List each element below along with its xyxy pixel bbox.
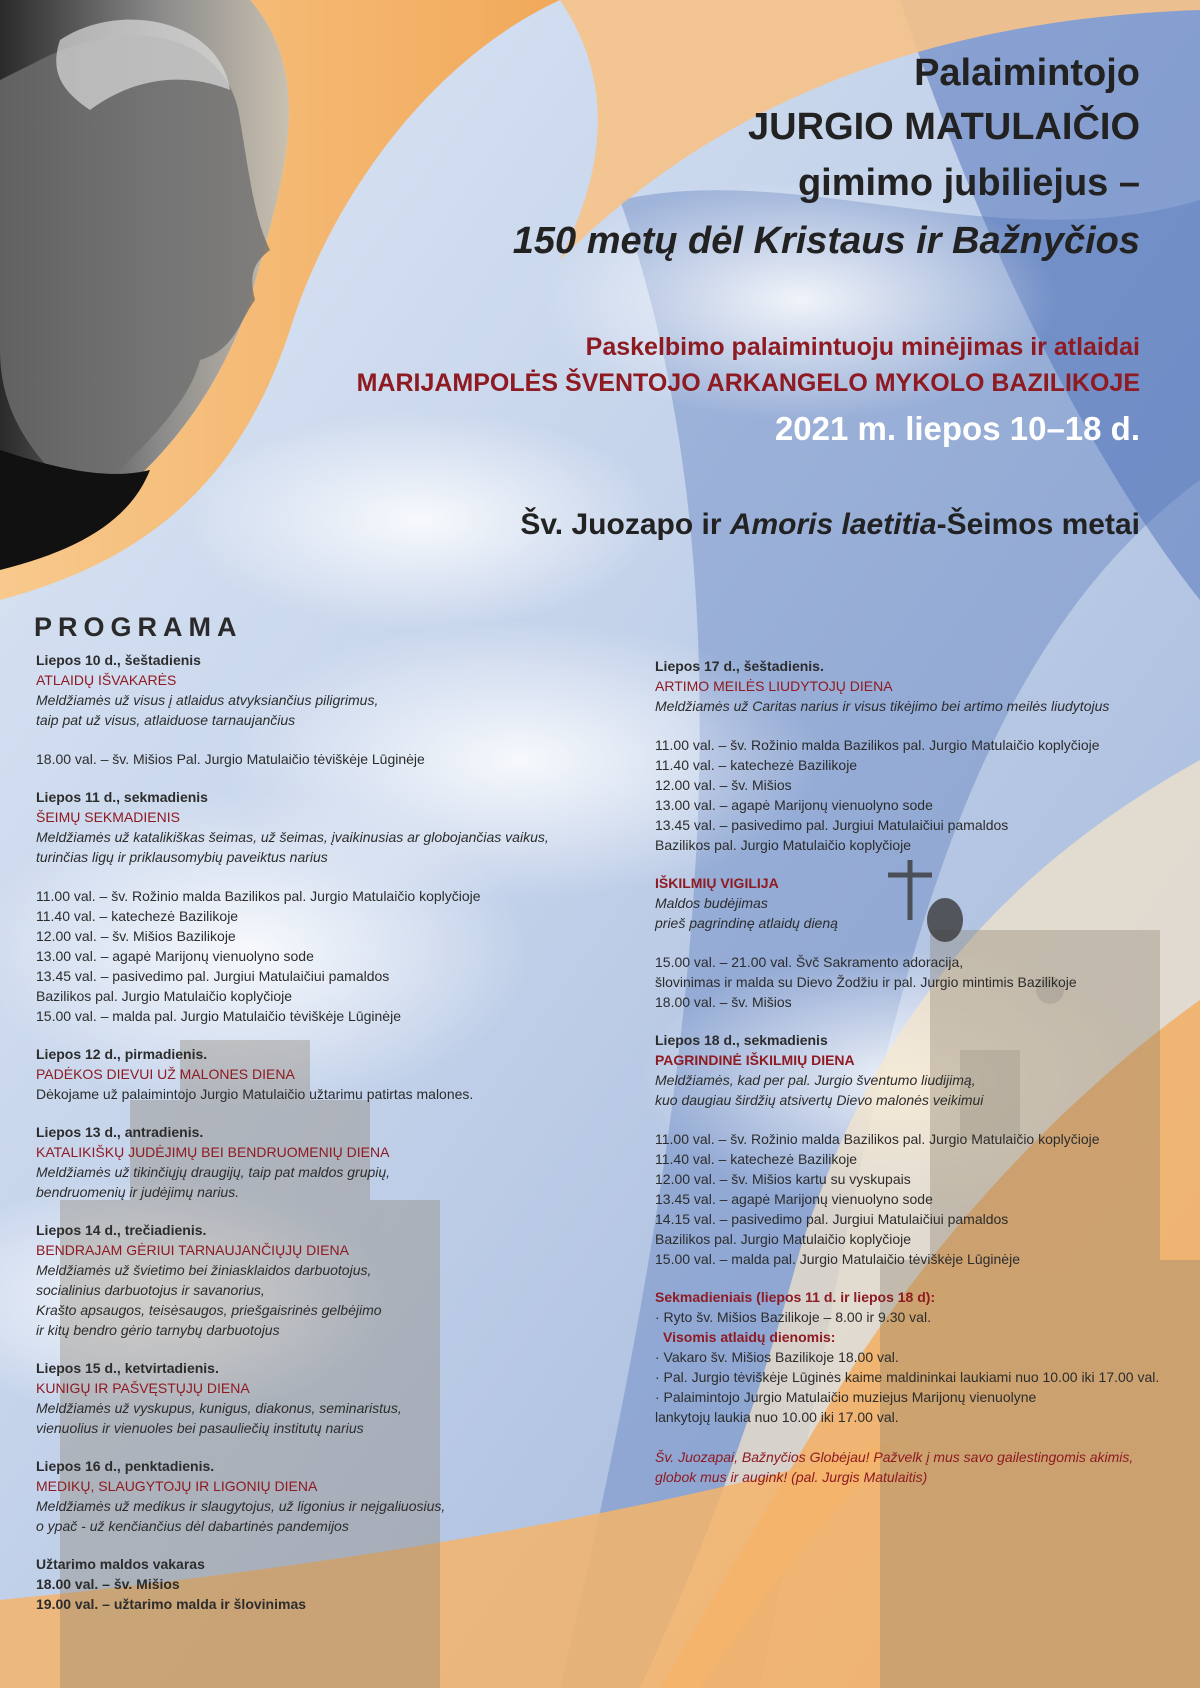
schedule-line: Bazilikos pal. Jurgio Matulaičio koplyčioje (655, 837, 912, 853)
day-intention: Dėkojame už palaimintojo Jurgio Matulaičio užtarimu patirtas malones. (36, 1086, 474, 1102)
day-schedule (655, 735, 1195, 855)
program-day (36, 650, 576, 769)
day-date: Liepos 18 d., sekmadienis (655, 1032, 828, 1048)
program-day (655, 656, 1195, 855)
schedule-line: 18.00 val. – šv. Mišios Pal. Jurgio Matulaičio tėviškėje Lūginėje (36, 751, 425, 767)
day-theme: MEDIKŲ, SLAUGYTOJŲ IR LIGONIŲ DIENA (36, 1478, 318, 1494)
alldays-line: · Palaimintojo Jurgio Matulaičio muziejus Marijonų vienuolyne (655, 1389, 1037, 1405)
day-intention: Meldžiamės, kad per pal. Jurgio šventumo liudijimą, (655, 1072, 976, 1088)
schedule-line: 19.00 val. – užtarimo malda ir šlovinimas (36, 1596, 307, 1612)
schedule-line: 12.00 val. – šv. Mišios (655, 777, 792, 793)
day-schedule (655, 952, 1195, 1012)
alldays-line: · Pal. Jurgio tėviškėje Lūginės kaime maldininkai laukiami nuo 10.00 iki 17.00 val. (655, 1369, 1160, 1385)
day-intention: bendruomenių ir judėjimų narius. (36, 1184, 240, 1200)
program-day (655, 873, 1195, 1012)
alldays-line: lankytojų laukia nuo 10.00 iki 17.00 val. (655, 1409, 899, 1425)
day-date: Liepos 15 d., ketvirtadienis. (36, 1360, 219, 1376)
schedule-line: 12.00 val. – šv. Mišios kartu su vyskupais (655, 1171, 911, 1187)
day-date: Liepos 13 d., antradienis. (36, 1124, 204, 1140)
alldays-heading: Visomis atlaidų dienomis: (663, 1329, 836, 1345)
program-day (36, 1220, 576, 1340)
prayer-line: Šv. Juozapai, Bažnyčios Globėjau! Pažvelk į mus savo gailestingomis akimis, (655, 1449, 1134, 1465)
program-day (36, 1456, 576, 1536)
day-date: Užtarimo maldos vakaras (36, 1556, 205, 1572)
day-intention: Meldžiamės už tikinčiųjų draugijų, taip pat maldos grupių, (36, 1164, 391, 1180)
day-date: Liepos 14 d., trečiadienis. (36, 1222, 207, 1238)
day-theme: ŠEIMŲ SEKMADIENIS (36, 809, 180, 825)
event-dates: 2021 m. liepos 10–18 d. (774, 410, 1140, 447)
day-intention: Meldžiamės už katalikiškas šeimas, už šeimas, įvaikinusias ar globojančias vaikus, (36, 829, 549, 845)
schedule-line: 11.40 val. – katechezė Bazilikoje (655, 1151, 858, 1167)
sundays-heading: Sekmadieniais (liepos 11 d. ir liepos 18 d): (655, 1289, 936, 1305)
schedule-line: Bazilikos pal. Jurgio Matulaičio koplyčioje (36, 988, 293, 1004)
schedule-line: 12.00 val. – šv. Mišios Bazilikoje (36, 928, 236, 944)
day-date: Liepos 16 d., penktadienis. (36, 1458, 215, 1474)
schedule-line: 13.45 val. – agapė Marijonų vienuolyno sode (655, 1191, 933, 1207)
program-day (36, 1554, 576, 1614)
title-line-1: Palaimintojo (914, 52, 1140, 94)
day-theme: ATLAIDŲ IŠVAKARĖS (36, 672, 177, 688)
day-intention: Meldžiamės už visus į atlaidus atvyksiančius piligrimus, (36, 692, 379, 708)
day-intention: kuo daugiau širdžių atsivertų Dievo malonės veikimui (655, 1092, 984, 1108)
prayer-line: globok mus ir augink! (pal. Jurgis Matulaitis) (655, 1469, 928, 1485)
schedule-line: šlovinimas ir malda su Dievo Žodžiu ir pal. Jurgio mintimis Bazilikoje (655, 974, 1077, 990)
day-theme: IŠKILMIŲ VIGILIJA (655, 875, 779, 891)
day-theme: ARTIMO MEILĖS LIUDYTOJŲ DIENA (655, 678, 893, 694)
day-intention: prieš pagrindinę atlaidų dieną (655, 915, 838, 931)
program-day (36, 1044, 576, 1104)
sundays-line: · Ryto šv. Mišios Bazilikoje – 8.00 ir 9.30 val. (655, 1309, 931, 1325)
schedule-line: 15.00 val. – 21.00 val. Švč Sakramento adoracija, (655, 954, 964, 970)
year-theme: Šv. Juozapo ir Amoris laetitia-Šeimos metai (520, 508, 1140, 541)
day-schedule (655, 1129, 1195, 1269)
day-theme: KATALIKIŠKŲ JUDĖJIMŲ BEI BENDRUOMENIŲ DIENA (36, 1144, 390, 1160)
subtitle-line-1: Paskelbimo palaimintuoju minėjimas ir atlaidai (585, 333, 1140, 361)
schedule-line: 13.00 val. – agapė Marijonų vienuolyno sode (655, 797, 933, 813)
day-intention: turinčias ligų ir priklausomybių paveiktus narius (36, 849, 328, 865)
closing-prayer (655, 1447, 1195, 1487)
day-schedule (36, 749, 576, 769)
day-theme: PADĖKOS DIEVUI UŽ MALONES DIENA (36, 1066, 295, 1082)
program-day (36, 1358, 576, 1438)
day-intention: socialinius darbuotojus ir savanorius, (36, 1282, 265, 1298)
schedule-line: 13.45 val. – pasivedimo pal. Jurgiui Matulaičiui pamaldos (36, 968, 390, 984)
program-day (36, 787, 576, 1026)
schedule-line: 11.00 val. – šv. Rožinio malda Bazilikos pal. Jurgio Matulaičio koplyčioje (655, 737, 1100, 753)
day-theme: KUNIGŲ IR PAŠVĘSTŲJŲ DIENA (36, 1380, 250, 1396)
day-intention: Krašto apsaugos, teisėsaugos, priešgaisrinės gelbėjimo (36, 1302, 382, 1318)
title-line-2: JURGIO MATULAIČIO (748, 106, 1140, 148)
schedule-line: 11.00 val. – šv. Rožinio malda Bazilikos pal. Jurgio Matulaičio koplyčioje (655, 1131, 1100, 1147)
day-theme: BENDRAJAM GĖRIUI TARNAUJANČIŲJŲ DIENA (36, 1242, 349, 1258)
title-line-4: 150 metų dėl Kristaus ir Bažnyčios (512, 220, 1140, 262)
schedule-line: 18.00 val. – šv. Mišios (655, 994, 792, 1010)
day-date: Liepos 11 d., sekmadienis (36, 789, 208, 805)
schedule-line: 11.40 val. – katechezė Bazilikoje (36, 908, 239, 924)
schedule-line: 18.00 val. – šv. Mišios (36, 1576, 180, 1592)
info-block (655, 1287, 1195, 1487)
day-intention: Maldos budėjimas (655, 895, 768, 911)
program-heading: PROGRAMA (34, 612, 243, 642)
day-theme: PAGRINDINĖ IŠKILMIŲ DIENA (655, 1052, 855, 1068)
day-intention: taip pat už visus, atlaiduose tarnaujančius (36, 712, 296, 728)
day-date: Liepos 17 d., šeštadienis. (655, 658, 824, 674)
alldays-line: · Vakaro šv. Mišios Bazilikoje 18.00 val. (655, 1349, 899, 1365)
day-intention: vienuolius ir vienuoles bei pasauliečių institutų narius (36, 1420, 364, 1436)
subtitle-line-2: MARIJAMPOLĖS ŠVENTOJO ARKANGELO MYKOLO BAZILIKOJE (356, 369, 1140, 397)
day-schedule (36, 886, 576, 1026)
program-right-column (655, 656, 1195, 1487)
program-left-column (36, 650, 576, 1632)
schedule-line: 11.00 val. – šv. Rožinio malda Bazilikos pal. Jurgio Matulaičio koplyčioje (36, 888, 481, 904)
schedule-line: 14.15 val. – pasivedimo pal. Jurgiui Matulaičiui pamaldos (655, 1211, 1009, 1227)
day-intention: ir kitų bendro gėrio tarnybų darbuotojus (36, 1322, 280, 1338)
schedule-line: 13.45 val. – pasivedimo pal. Jurgiui Matulaičiui pamaldos (655, 817, 1009, 833)
day-intention: Meldžiamės už Caritas narius ir visus tikėjimo bei artimo meilės liudytojus (655, 698, 1110, 714)
day-intention: Meldžiamės už medikus ir slaugytojus, už ligonius ir neįgaliuosius, (36, 1498, 446, 1514)
program-day (36, 1122, 576, 1202)
schedule-line: 11.40 val. – katechezė Bazilikoje (655, 757, 858, 773)
schedule-line: 15.00 val. – malda pal. Jurgio Matulaičio tėviškėje Lūginėje (36, 1008, 401, 1024)
day-intention: Meldžiamės už švietimo bei žiniasklaidos darbuotojus, (36, 1262, 372, 1278)
program-day (655, 1030, 1195, 1269)
day-intention: o ypač - už kenčiančius dėl dabartinės pandemijos (36, 1518, 349, 1534)
day-date: Liepos 10 d., šeštadienis (36, 652, 201, 668)
schedule-line: Bazilikos pal. Jurgio Matulaičio koplyčioje (655, 1231, 912, 1247)
day-intention: Meldžiamės už vyskupus, kunigus, diakonus, seminaristus, (36, 1400, 402, 1416)
day-date: Liepos 12 d., pirmadienis. (36, 1046, 208, 1062)
schedule-line: 15.00 val. – malda pal. Jurgio Matulaičio tėviškėje Lūginėje (655, 1251, 1020, 1267)
schedule-line: 13.00 val. – agapė Marijonų vienuolyno sode (36, 948, 314, 964)
title-line-3: gimimo jubiliejus – (797, 162, 1140, 204)
